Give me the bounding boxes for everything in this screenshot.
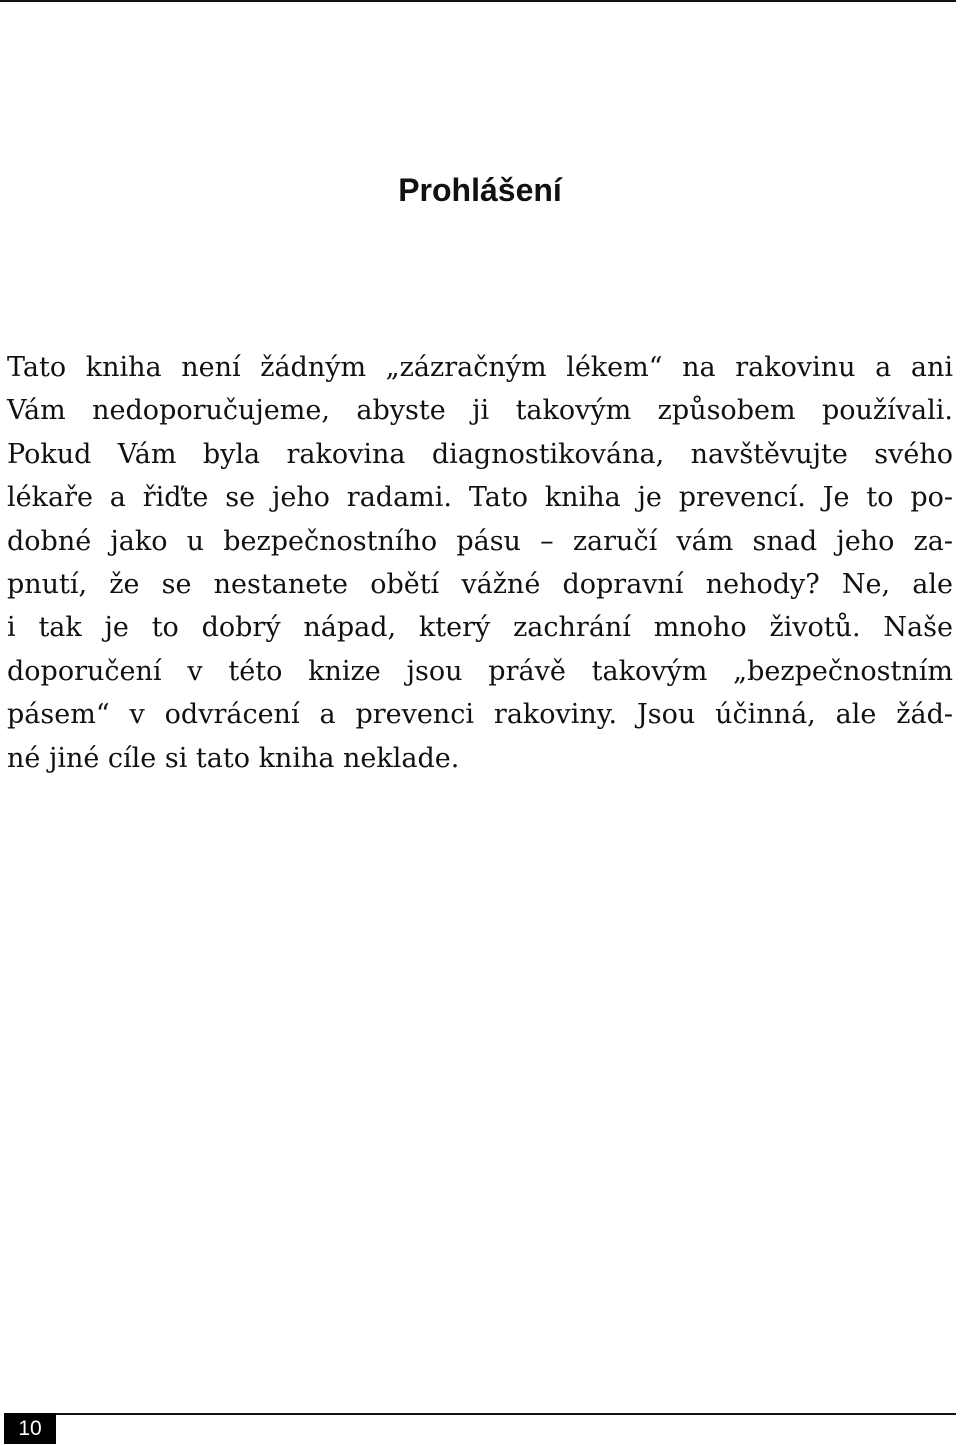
paragraph-line: Tato kniha není žádným „zázračným lékem“ na rakovinu a ani — [7, 352, 953, 383]
paragraph-line: né jiné cíle si tato kniha neklade. — [7, 742, 460, 774]
page-title: Prohlášení — [398, 172, 562, 208]
paragraph-line: i tak je to dobrý nápad, který zachrání mnoho životů. Naše — [7, 612, 953, 644]
paragraph-line: Pokud Vám byla rakovina diagnostikována, navštěvujte svého — [7, 438, 953, 470]
page-footer — [0, 1413, 960, 1445]
paragraph-line: pásem“ v odvrácení a prevenci rakoviny. Jsou účinná, ale žád- — [7, 699, 953, 731]
paragraph-line: lékaře a řiďte se jeho radami. Tato kniha je prevencí. Je to po- — [7, 482, 953, 514]
paragraph-line: pnutí, že se nestanete obětí vážné dopravní nehody? Ne, ale — [7, 569, 953, 601]
body-paragraph — [7, 346, 953, 780]
paragraph-line: doporučení v této knize jsou právě takovým „bezpečnostním — [7, 655, 953, 687]
page-number: 10 — [4, 1413, 56, 1444]
top-rule — [0, 0, 956, 2]
paragraph-line: dobné jako u bezpečnostního pásu – zaručí vám snad jeho za- — [7, 525, 953, 557]
paragraph-line: Vám nedoporučujeme, abyste ji takovým způsobem používali. — [7, 395, 953, 427]
footer-rule — [56, 1413, 956, 1415]
